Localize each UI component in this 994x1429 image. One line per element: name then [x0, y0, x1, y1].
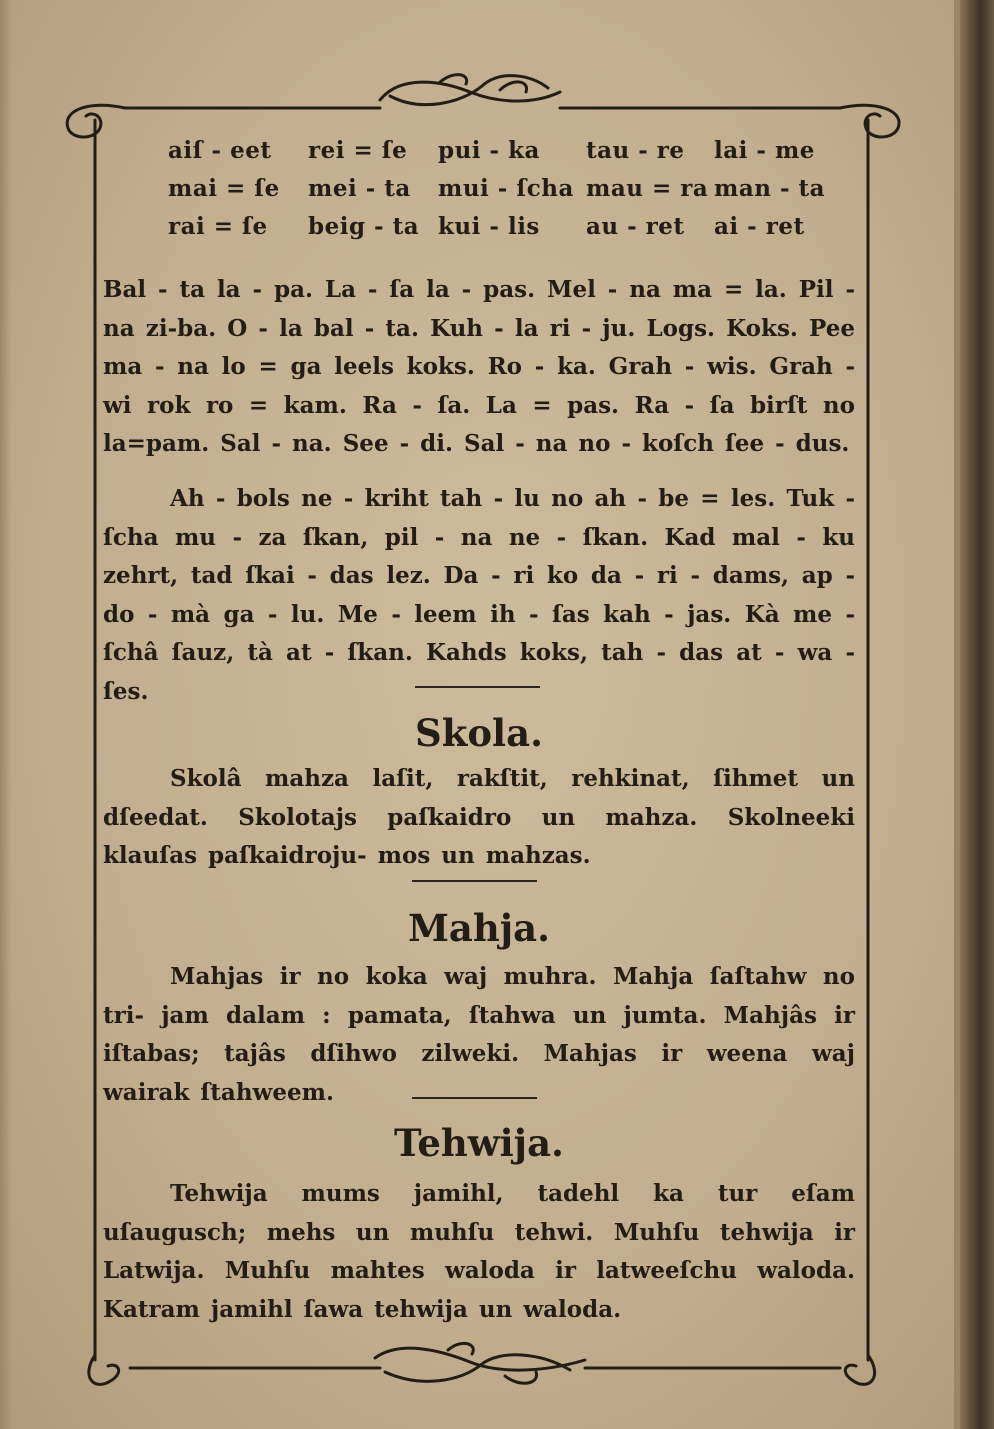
section-title-tehwija: Tehwija. — [394, 1121, 564, 1165]
section-divider — [412, 880, 537, 882]
syllable: tau - re — [586, 137, 685, 164]
section-title-skola: Skola. — [415, 711, 543, 755]
section-divider — [415, 686, 540, 688]
syllable: pui - ka — [438, 137, 540, 164]
syllable: kui - lis — [438, 213, 540, 240]
section-text-skola: Skolâ mahza laſit, rakſtit, rehkinat, ſihmet un dſeedat. Skolotajs paſkaidro un mahza. Skolneeki klauſas paſkaidroju- mos un mahzas. — [103, 765, 855, 869]
syllable: aiſ - eet — [168, 137, 272, 164]
syllable: au - ret — [586, 213, 685, 240]
syllable: man - ta — [714, 175, 826, 202]
section-title-mahja: Mahja. — [407, 906, 551, 950]
syllable: lai - me — [714, 137, 815, 164]
syllable: rai = ſe — [168, 213, 268, 240]
reading-paragraph-2: Ah - bols ne - kriht tah - lu no ah - be = les. Tuk - ſcha mu - za ſkan, pil - na ne - ſkan. Kad mal - ku zehrt, tad ſkai - das lez. Da - ri ko da - ri - dams, ap - do - mà ga - lu. Me - leem ih - ſas kah - jas. Kà me - ſchâ ſauz, tà at - ſkan. Kahds koks, tah - das at - wa - ſes. — [103, 485, 855, 705]
section-divider — [412, 1097, 537, 1099]
syllable: mei - ta — [308, 175, 411, 202]
syllable: beig - ta — [308, 213, 420, 240]
syllable: rei = ſe — [308, 137, 408, 164]
syllable: mau = ra — [586, 175, 709, 202]
section-text-mahja: Mahjas ir no koka waj muhra. Mahja ſaſtahw no tri- jam dalam : pamata, ſtahwa un jumta. Mahjâs ir iſtabas; tajâs dſihwo zilweki. Mahjas ir weena waj wairak ſtahweem. — [103, 963, 855, 1106]
syllable-table — [168, 136, 826, 242]
syllable: mai = ſe — [168, 175, 280, 202]
reading-paragraph-1: Bal - ta la - pa. La - ſa la - pas. Mel - na ma = la. Pil - na zi-ba. O - la bal - ta. Kuh - la ri - ju. Logs. Koks. Pee ma - na lo = ga leels koks. Ro - ka. Grah - wis. Grah - wi rok ro = kam. Ra - ſa. La = pas. Ra - ſa birſt no la=pam. Sal - na. See - di. Sal - na no - koſch ſee - dus. — [103, 276, 855, 457]
syllable: ai - ret — [714, 213, 805, 240]
syllable: mui - ſcha — [438, 175, 574, 202]
section-text-tehwija: Tehwija mums jamihl, tadehl ka tur eſam uſaugusch; mehs un muhſu tehwi. Muhſu tehwija ir Latwija. Muhſu mahtes waloda ir latweeſchu waloda. Katram jamihl ſawa tehwija un waloda. — [103, 1180, 855, 1323]
